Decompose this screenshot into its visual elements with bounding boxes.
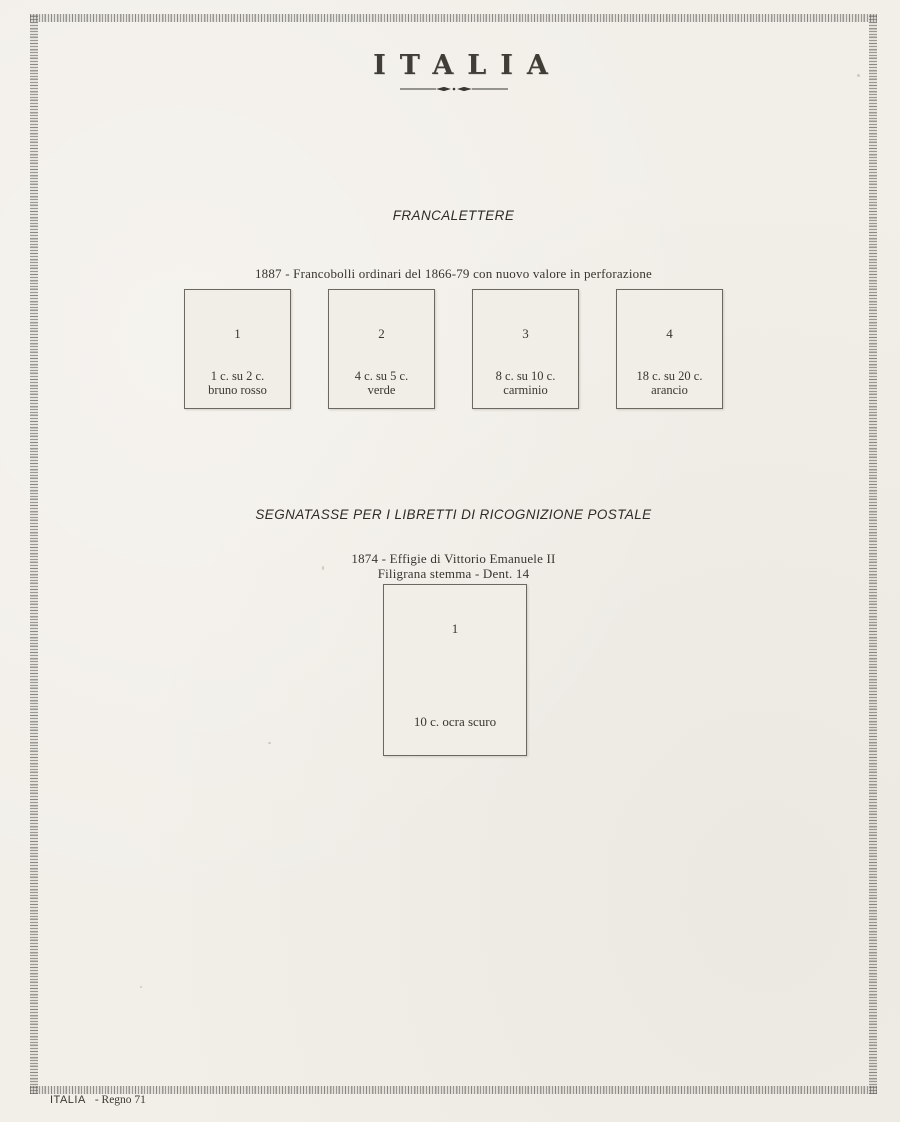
stamp-value: 4 c. su 5 c.: [354, 369, 409, 383]
stamp-color-name: arancio: [651, 382, 688, 397]
border-band-bottom: [30, 1086, 877, 1094]
stamp-number: 4: [666, 326, 673, 341]
page-title: ITALIA: [373, 50, 562, 81]
caption-line-1: 1874 - Effigie di Vittorio Emanuele II: [351, 551, 556, 566]
footer-album-name: ITALIA: [50, 1094, 86, 1106]
section-heading-francalettere: FRANCALETTERE: [392, 208, 515, 223]
stamp-color-name: carminio: [503, 382, 548, 397]
stamp-label: [185, 370, 290, 397]
footer-page-number: - Regno 71: [94, 1094, 146, 1106]
stamp-label: [329, 370, 434, 397]
stamp-frame-1: [184, 289, 291, 409]
scan-speck: [857, 74, 860, 77]
stamp-frame-large-1: [383, 584, 527, 756]
stamp-label: 10 c. ocra scuro: [413, 713, 497, 729]
stamp-frame-3: [472, 289, 579, 409]
stamp-number: 1: [451, 621, 459, 636]
section-heading-segnatasse: SEGNATASSE PER I LIBRETTI DI RICOGNIZIONE POSTALE: [255, 507, 652, 522]
section-caption-francalettere: 1887 - Francobolli ordinari del 1866-79 con nuovo valore in perforazione: [254, 266, 653, 281]
stamp-value: 1 c. su 2 c.: [210, 369, 265, 383]
stamp-frame-4: [616, 289, 723, 409]
stamp-color-name: verde: [367, 382, 396, 397]
stamp-color-name: bruno rosso: [208, 382, 267, 397]
stamp-label: [473, 370, 578, 397]
scan-speck: [268, 742, 271, 744]
title-ornament-icon: [30, 84, 877, 102]
caption-line-2: Filigrana stemma - Dent. 14: [377, 566, 530, 581]
stamp-value: 18 c. su 20 c.: [636, 369, 703, 383]
scan-speck: [322, 566, 324, 570]
stamp-frame-2: [328, 289, 435, 409]
stamp-label: [617, 370, 722, 397]
stamp-value: 8 c. su 10 c.: [495, 369, 556, 383]
section-caption-segnatasse: [30, 551, 877, 581]
scan-speck: [140, 986, 142, 988]
stamp-number: 1: [234, 326, 241, 341]
stamp-number: 3: [522, 326, 529, 341]
border-band-top: [30, 14, 877, 22]
stamp-number: 2: [378, 326, 385, 341]
page-footer: [50, 1094, 146, 1106]
